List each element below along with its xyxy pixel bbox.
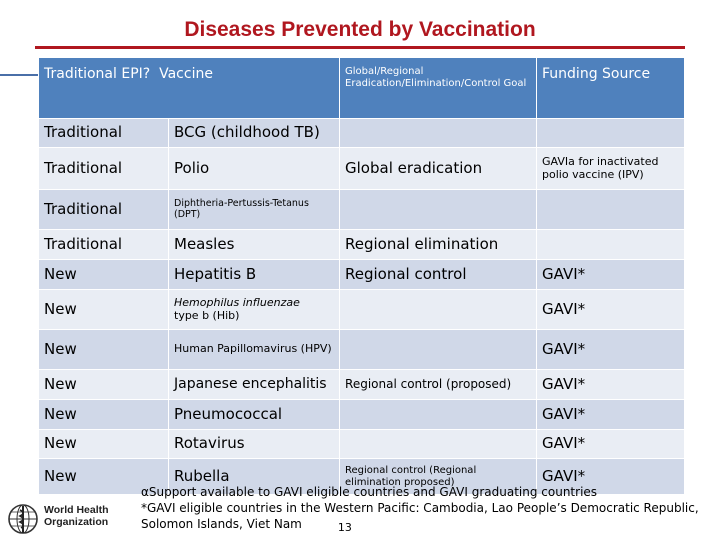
table-row xyxy=(39,430,685,459)
cell-goal: Regional control (proposed) xyxy=(340,370,537,400)
cell-goal: Regional control (Regional elimination proposed) xyxy=(340,459,537,495)
cell-goal xyxy=(340,290,537,330)
cell-goal: Global eradication xyxy=(340,148,537,190)
table-row xyxy=(39,260,685,290)
cell-funding: GAVI* xyxy=(537,370,685,400)
who-wordmark-line1: World Health xyxy=(44,504,109,516)
table-row xyxy=(39,400,685,430)
page-number: 13 xyxy=(337,521,352,534)
cell-vaccine: Diphtheria-Pertussis-Tetanus (DPT) xyxy=(169,190,340,230)
cell-funding: GAVI* xyxy=(537,430,685,459)
cell-funding: GAVIa for inactivated polio vaccine (IPV) xyxy=(537,148,685,190)
header-accent-line xyxy=(0,74,40,76)
who-emblem-icon xyxy=(6,502,40,536)
cell-funding: GAVI* xyxy=(537,290,685,330)
cell-goal xyxy=(340,190,537,230)
cell-vaccine: BCG (childhood TB) xyxy=(169,119,340,148)
table-row xyxy=(39,148,685,190)
cell-vaccine: Human Papillomavirus (HPV) xyxy=(169,330,340,370)
page-title: Diseases Prevented by Vaccination xyxy=(184,18,536,41)
cell-type: New xyxy=(39,370,169,400)
cell-vaccine: Rubella xyxy=(169,459,340,495)
table-row xyxy=(39,119,685,148)
cell-funding xyxy=(537,230,685,260)
cell-funding: GAVI* xyxy=(537,330,685,370)
cell-vaccine: Japanese encephalitis xyxy=(169,370,340,400)
who-wordmark-line2: Organization xyxy=(44,516,109,528)
cell-vaccine xyxy=(169,290,340,330)
cell-vaccine-rest: type b (Hib) xyxy=(174,308,240,322)
cell-vaccine: Pneumococcal xyxy=(169,400,340,430)
cell-type: New xyxy=(39,330,169,370)
table-header-row xyxy=(39,58,685,119)
cell-funding: GAVI* xyxy=(537,400,685,430)
table-row xyxy=(39,290,685,330)
header-vaccine: Vaccine xyxy=(159,66,213,82)
cell-funding xyxy=(537,190,685,230)
table-row xyxy=(39,230,685,260)
cell-type: Traditional xyxy=(39,230,169,260)
cell-type: New xyxy=(39,459,169,495)
cell-vaccine: Measles xyxy=(169,230,340,260)
cell-type: Traditional xyxy=(39,148,169,190)
who-logo xyxy=(6,502,126,536)
cell-type: New xyxy=(39,260,169,290)
cell-type: New xyxy=(39,290,169,330)
table-row xyxy=(39,330,685,370)
cell-vaccine: Hepatitis B xyxy=(169,260,340,290)
cell-goal: Regional control xyxy=(340,260,537,290)
table-row xyxy=(39,370,685,400)
cell-vaccine-italic: Hemophilus influenzae xyxy=(174,295,300,309)
cell-type: New xyxy=(39,400,169,430)
title-underline xyxy=(35,46,685,49)
cell-funding xyxy=(537,119,685,148)
header-funding: Funding Source xyxy=(537,58,685,119)
cell-goal: Regional elimination xyxy=(340,230,537,260)
cell-goal xyxy=(340,400,537,430)
cell-goal xyxy=(340,430,537,459)
header-type: Traditional EPI? xyxy=(44,66,151,82)
table-row xyxy=(39,190,685,230)
footnote-star: *GAVI eligible countries in the Western Pacific: Cambodia, Lao People’s Democratic Republic, xyxy=(141,501,699,515)
cell-type: Traditional xyxy=(39,119,169,148)
header-goal: Global/Regional Eradication/Elimination/Control Goal xyxy=(340,58,537,119)
footnote-star-cont: Solomon Islands, Viet Nam xyxy=(141,517,302,531)
cell-goal xyxy=(340,119,537,148)
cell-funding: GAVI* xyxy=(537,459,685,495)
cell-type: New xyxy=(39,430,169,459)
cell-vaccine: Polio xyxy=(169,148,340,190)
cell-goal xyxy=(340,330,537,370)
cell-vaccine: Rotavirus xyxy=(169,430,340,459)
vaccination-table xyxy=(38,57,685,495)
who-wordmark xyxy=(44,504,109,528)
footnote-star-cont-line xyxy=(141,516,711,533)
footnote-alpha: αSupport available to GAVI eligible countries and GAVI graduating countries xyxy=(141,485,598,499)
cell-type: Traditional xyxy=(39,190,169,230)
cell-funding: GAVI* xyxy=(537,260,685,290)
header-type-vaccine xyxy=(39,58,340,119)
footnotes xyxy=(141,484,711,533)
